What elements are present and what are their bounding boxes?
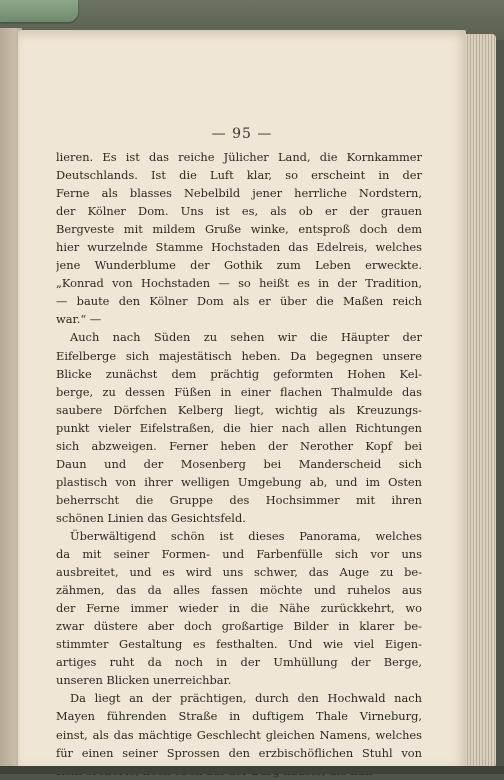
text-line: sich abzweigen. Ferner heben der Nerother Kopf bei bbox=[56, 438, 422, 453]
book-page bbox=[18, 30, 466, 768]
bookmark-ribbon bbox=[0, 0, 78, 22]
text-line: schönen Linien das Gesichtsfeld. bbox=[56, 510, 246, 525]
text-line: unseren Blicken unerreichbar. bbox=[56, 673, 232, 688]
text-line: für einen seiner Sprossen den erzbischöflichen Stuhl von bbox=[56, 745, 422, 760]
text-line: Überwältigend schön ist dieses Panorama, welches bbox=[70, 528, 422, 543]
text-line: lieren. Es ist das reiche Jülicher Land, die Kornkammer bbox=[56, 150, 422, 164]
text-line: hier wurzelnde Stamme Hochstaden das Edelreis, welches bbox=[56, 240, 422, 255]
text-line: Da liegt an der prächtigen, durch den Hochwald nach bbox=[70, 691, 422, 706]
text-line: stimmter Gestaltung es festhalten. Und wie viel Eigen- bbox=[56, 637, 422, 652]
text-line: beherrscht die Gruppe des Hochsimmer mit ihren bbox=[56, 492, 422, 507]
text-line: plastisch von ihrer welligen Umgebung ab, und im Osten bbox=[56, 474, 422, 489]
text-line: Daun und der Mosenberg bei Manderscheid sich bbox=[56, 456, 422, 471]
text-line: berge, zu dessen Füßen in einer flachen Thalmulde das bbox=[56, 384, 422, 399]
text-line: — baute den Kölner Dom als er über die Maßen reich bbox=[56, 294, 422, 309]
text-line: Bergveste mit mildem Gruße winke, entsproß doch dem bbox=[56, 222, 422, 237]
page-stack-edges bbox=[462, 34, 496, 768]
text-line: jene Wunderblume der Gothik zum Leben erweckte. bbox=[56, 258, 422, 273]
text-line: zwar düstere aber doch großartige Bilder in klarer be- bbox=[56, 619, 422, 634]
text-line: saubere Dörfchen Kelberg liegt, wichtig als Kreuzungs- bbox=[56, 402, 422, 417]
scan-background-bottom bbox=[0, 766, 504, 774]
page-body-text bbox=[56, 148, 422, 780]
text-line: Ferne als blasses Nebelbild jener herrliche Nordstern, bbox=[56, 186, 422, 201]
text-line: Auch nach Süden zu sehen wir die Häupter der bbox=[70, 330, 422, 345]
text-line: zähmen, das da alles fassen möchte und ruhelos aus bbox=[56, 583, 422, 598]
text-line: punkt vieler Eifelstraßen, die hier nach allen Richtungen bbox=[56, 420, 422, 435]
text-line: Blicke zunächst dem prächtig geformten Hohen Kel- bbox=[56, 366, 422, 381]
text-line: ausbreitet, und es wird uns schwer, das Auge zu be- bbox=[56, 565, 422, 580]
page-number: — 95 — bbox=[211, 126, 273, 142]
text-line: der Kölner Dom. Uns ist es, als ob er der grauen bbox=[56, 204, 422, 219]
text-line: Eifelberge sich majestätisch heben. Da begegnen unsere bbox=[56, 348, 422, 363]
text-line: Deutschlands. Ist die Luft klar, so erscheint in der bbox=[56, 168, 422, 183]
text-line: da mit seiner Formen- und Farbenfülle sich vor uns bbox=[56, 547, 422, 562]
text-line: Mayen führenden Straße in duftigem Thale Virneburg, bbox=[56, 709, 422, 724]
text-line: „Konrad von Hochstaden — so heißt es in der Tradition, bbox=[56, 276, 422, 291]
text-line: der Ferne immer wieder in die Nähe zurückkehrt, wo bbox=[56, 601, 422, 616]
text-line: war.“ — bbox=[56, 312, 102, 327]
text-line: artiges ruht da noch in der Umhüllung der Berge, bbox=[56, 655, 422, 670]
text-line: einst, als das mächtige Geschlecht gleichen Namens, welches bbox=[56, 727, 422, 742]
